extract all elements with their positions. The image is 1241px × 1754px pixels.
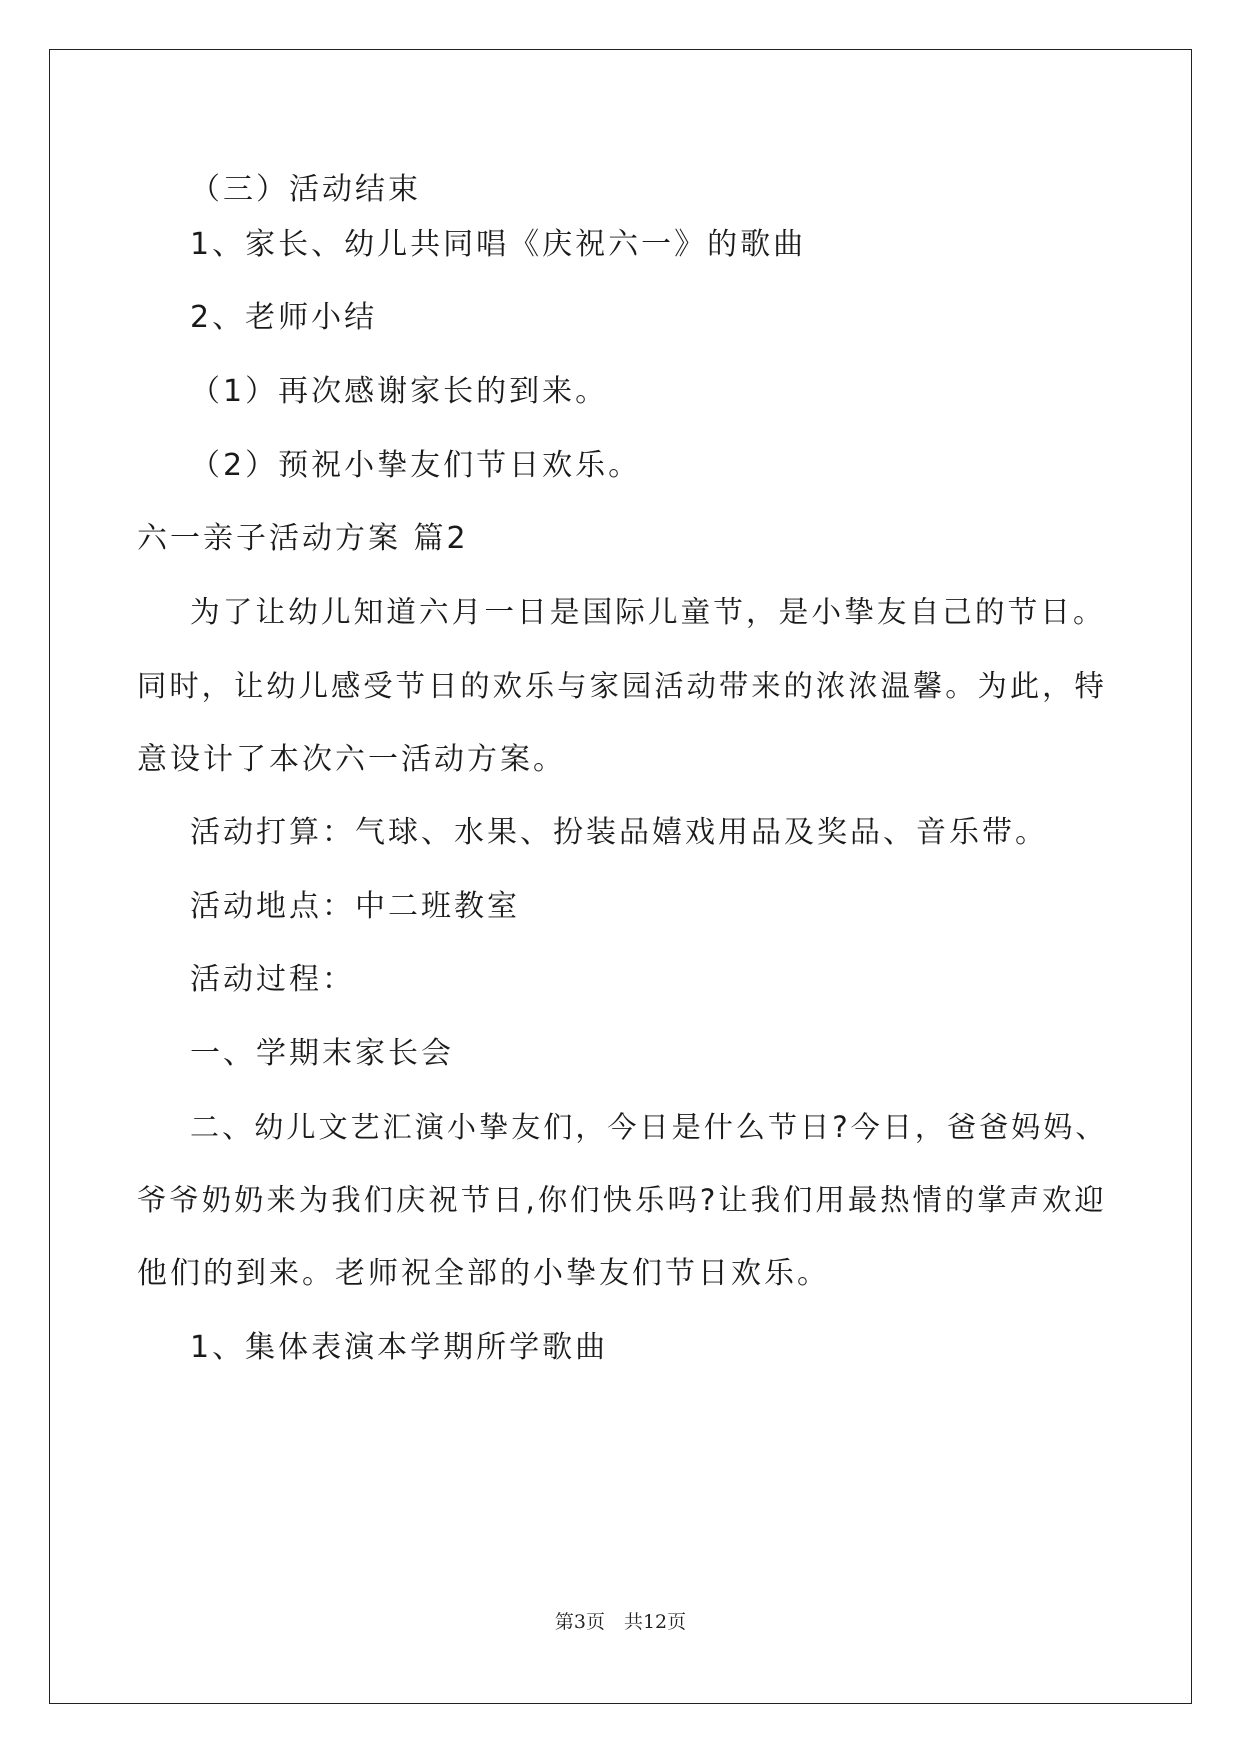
section-title-part-2: 六一亲子活动方案 篇2 <box>137 521 469 556</box>
paragraph-line: 为了让幼儿知道六月一日是国际儿童节，是小挚友自己的节日。 <box>190 595 1106 630</box>
paragraph-line: 他们的到来。老师祝全部的小挚友们节日欢乐。 <box>137 1256 830 1291</box>
page-number: 第3页 共12页 <box>554 1611 687 1633</box>
paragraph-line: 活动打算：气球、水果、扮装品嬉戏用品及奖品、音乐带。 <box>190 815 1048 850</box>
paragraph-line: （2）预祝小挚友们节日欢乐。 <box>190 448 642 483</box>
section-heading-activity-end: （三）活动结束 <box>190 172 421 207</box>
paragraph-line: 1、家长、幼儿共同唱《庆祝六一》的歌曲 <box>190 227 807 262</box>
paragraph-line: 一、学期末家长会 <box>190 1036 454 1071</box>
paragraph-line: 活动过程： <box>190 962 355 997</box>
paragraph-line: 二、幼儿文艺汇演小挚友们，今日是什么节日?今日，爸爸妈妈、 <box>190 1110 1108 1144</box>
paragraph-line: 爷爷奶奶来为我们庆祝节日,你们快乐吗?让我们用最热情的掌声欢迎 <box>137 1183 1107 1217</box>
paragraph-line: （1）再次感谢家长的到来。 <box>190 374 609 409</box>
paragraph-line: 2、老师小结 <box>190 300 378 335</box>
paragraph-line: 活动地点：中二班教室 <box>190 889 520 924</box>
paragraph-line: 1、集体表演本学期所学歌曲 <box>190 1330 609 1365</box>
paragraph-line: 意设计了本次六一活动方案。 <box>137 742 566 777</box>
paragraph-line: 同时，让幼儿感受节日的欢乐与家园活动带来的浓浓温馨。为此，特 <box>137 669 1107 703</box>
